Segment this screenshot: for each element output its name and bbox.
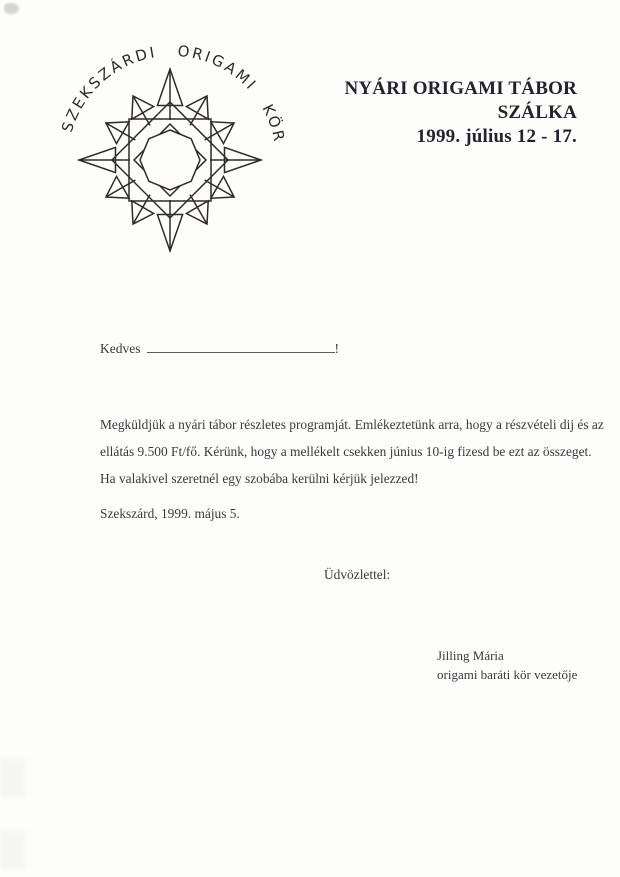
camp-location: SZÁLKA [497, 102, 577, 123]
scan-edge-smudge [0, 758, 26, 798]
body-line: Ha valakivel szeretnél egy szobába kerülni kérjük jelezzed! [100, 471, 419, 486]
body-line: Megküldjük a nyári tábor részletes programját. Emlékeztetünk arra, hogy a részvételi dij és az [100, 417, 604, 432]
name-blank-line [147, 341, 335, 353]
scan-edge-smudge [0, 830, 26, 870]
camp-title: NYÁRI ORIGAMI TÁBOR [344, 78, 577, 99]
dateline: Szekszárd, 1999. május 5. [100, 506, 240, 521]
body-line: ellátás 9.500 Ft/fő. Kérünk, hogy a mellékelt csekken június 10-ig fizesd be ezt az összeget. [100, 444, 592, 459]
scan-artifact [4, 3, 19, 14]
signature-name: Jilling Mária [437, 648, 504, 663]
origami-club-logo [38, 42, 306, 260]
camp-dates: 1999. július 12 - 17. [416, 126, 577, 147]
signature-title: origami baráti kör vezetője [437, 666, 578, 682]
letter-head [344, 77, 577, 149]
signature-block [437, 647, 577, 684]
logo-arc-text: SZEKSZÁRDI ORIGAMI KÖR [57, 42, 289, 146]
body-paragraph [100, 411, 604, 492]
salutation-exclamation: ! [334, 341, 339, 356]
closing: Üdvözlettel: [324, 567, 391, 582]
salutation [100, 341, 339, 357]
origami-star-icon [38, 42, 306, 260]
salutation-label: Kedves [100, 341, 141, 356]
